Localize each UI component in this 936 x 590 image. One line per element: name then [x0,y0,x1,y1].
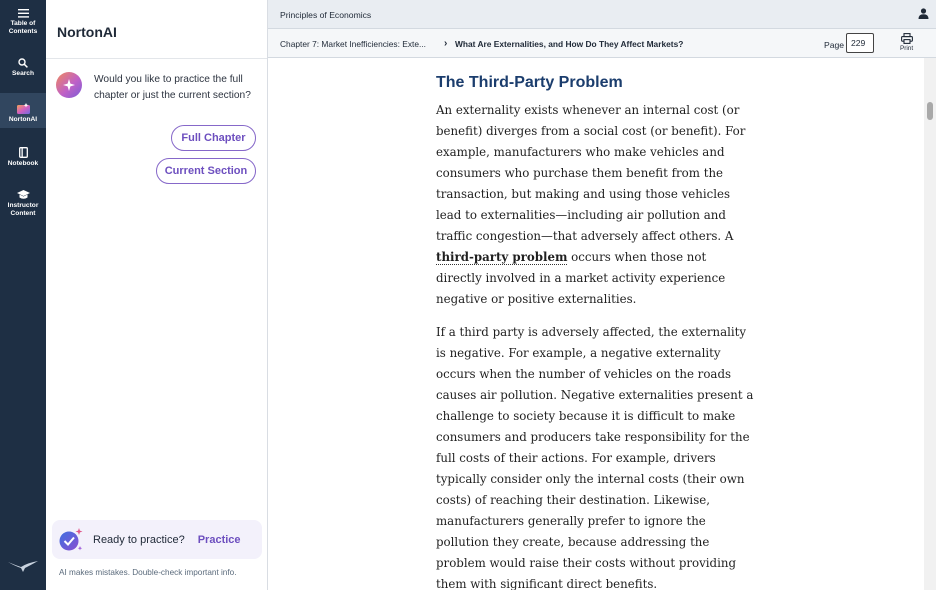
rail-label: Search [12,70,34,77]
rail-table-of-contents[interactable] [0,9,46,36]
rail-label: NortonAI [8,116,38,123]
book-title: Principles of Economics [280,10,372,20]
page-label: Page [824,40,845,50]
ai-avatar [56,72,82,98]
norton-ai-icon [17,103,30,114]
rail-nortonai[interactable] [0,93,46,128]
printer-icon [901,33,913,44]
rail-label: Notebook [7,160,39,167]
reading-pane [268,58,924,590]
section-heading: The Third-Party Problem [436,74,623,91]
breadcrumb-section: What Are Externalities, and How Do They Affect Markets? [455,39,684,49]
rail-notebook[interactable] [0,147,46,168]
glossary-term[interactable]: third-party problem [436,250,568,264]
practice-check-icon [57,526,84,553]
panel-title: NortonAI [46,0,267,59]
notebook-icon [19,147,28,158]
practice-link[interactable]: Practice [197,533,241,546]
page-number-input[interactable] [846,33,874,53]
chevron-right-icon: › [444,38,448,49]
ai-disclaimer: AI makes mistakes. Double-check important info. [59,568,237,577]
scrollbar-thumb[interactable] [927,102,933,120]
print-label: Print [900,45,914,52]
left-rail [0,0,46,590]
ai-message-text: Would you like to practice the full chapter or just the current section? [94,74,251,101]
search-icon [18,58,28,68]
paragraph [436,100,754,310]
rail-label: Instructor Content [7,202,39,217]
current-section-button[interactable]: Current Section [156,158,256,184]
user-icon[interactable] [918,8,929,19]
ready-text: Ready to practice? [93,533,185,546]
nortonai-panel [46,0,268,590]
rail-instructor-content[interactable] [0,190,46,218]
rail-search[interactable] [0,58,46,78]
ai-message [56,72,262,104]
sparkle-icon [62,78,76,92]
rail-label: Table of Contents [8,20,38,35]
list-icon [18,9,29,18]
scrollbar[interactable] [924,58,936,590]
print-button[interactable] [900,33,913,52]
paragraph-text: An externality exists whenever an internal cost (or benefit) diverges from a social cost (or benefit). For example, manufacturers who make vehicles and consumers who purchase them benefit from the transaction, but making and using those vehicles lead to externalities—including air pollution and traffic congestion—that adversely affect others. A [436,103,746,243]
paragraph-text: occurs when those not directly involved in a market activity experience negative or positive externalities. [436,250,726,306]
graduation-cap-icon [17,190,30,200]
ready-to-practice-bar [52,520,262,559]
publisher-logo-icon [7,559,39,573]
paragraph: If a third party is adversely affected, the externality is negative. For example, a negative externality occurs when the number of vehicles on the roads causes air pollution. Negative externalities present a challenge to society because it is difficult to make consumers and producers take responsibility for the full costs of their actions. For example, drivers typically consider only the internal costs (their own costs) of reaching their destination. Likewise, manufacturers generally prefer to ignore the pollution they create, because addressing the problem would raise their costs without providing them with significant direct benefits. [436,325,754,590]
full-chapter-button[interactable]: Full Chapter [171,125,256,151]
book-header [268,0,936,29]
breadcrumb [268,29,936,58]
breadcrumb-chapter[interactable]: Chapter 7: Market Inefficiencies: Exte... [280,39,427,49]
